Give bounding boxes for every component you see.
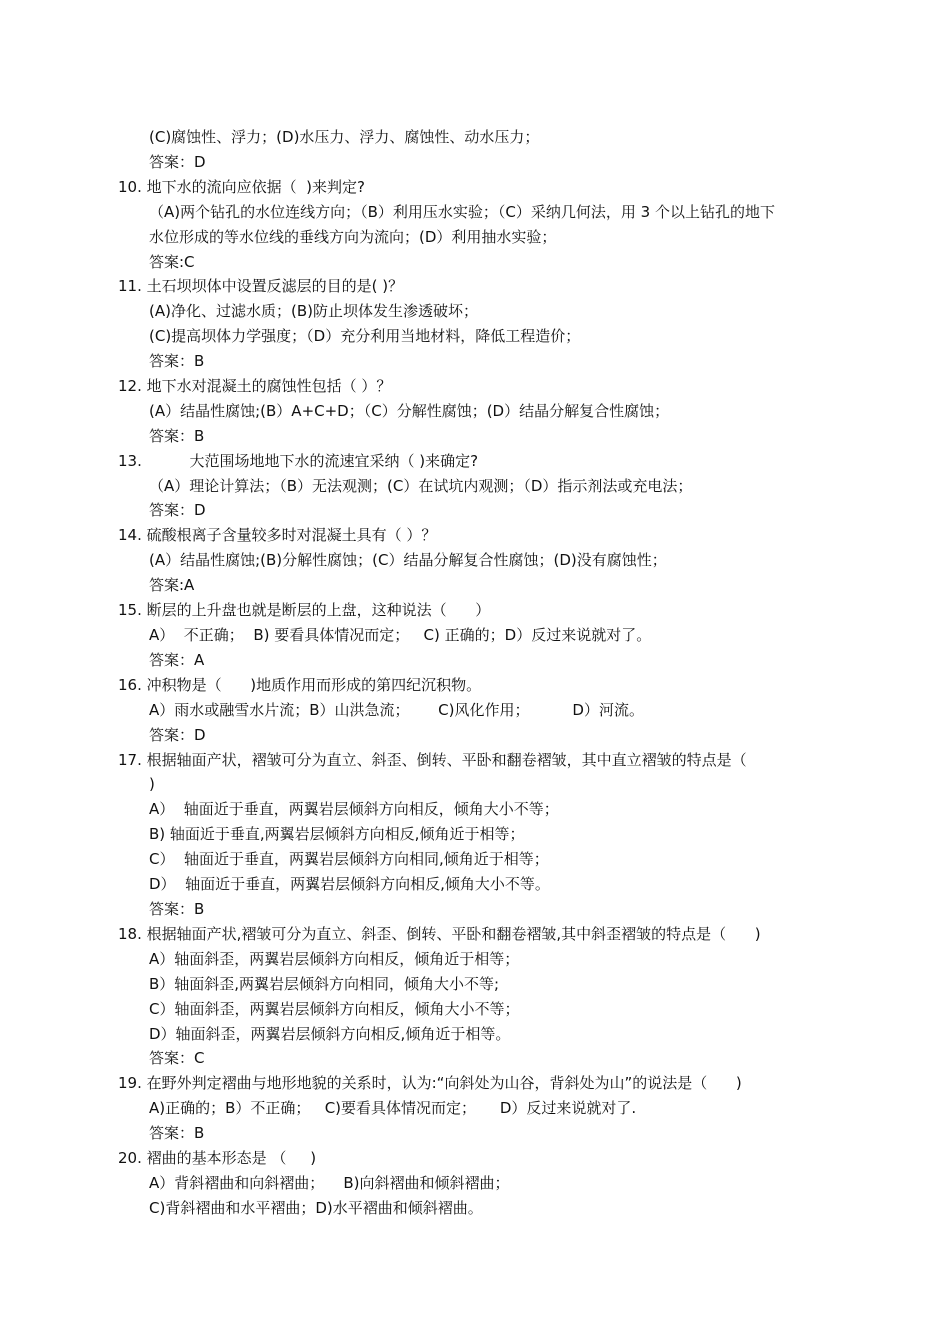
q10-options-line-2: 水位形成的等水位线的垂线方向为流向；(D）利用抽水实验； — [149, 228, 557, 246]
q19-stem: 19. 在野外判定褶曲与地形地貌的关系时，认为:“向斜处为山谷，背斜处为山”的说法是（ ) — [118, 1074, 742, 1092]
q12-stem: 12. 地下水对混凝土的腐蚀性包括（ ）？ — [118, 377, 392, 395]
q12-options-line-1: (A）结晶性腐蚀;(B）A+C+D；（C）分解性腐蚀；(D）结晶分解复合性腐蚀； — [149, 402, 670, 420]
q9-options-line-2: (C)腐蚀性、浮力；(D)水压力、浮力、腐蚀性、动水压力； — [149, 128, 540, 146]
q18-option-c: C）轴面斜歪，两翼岩层倾斜方向相反，倾角大小不等； — [149, 1000, 520, 1018]
q17-option-b: B) 轴面近于垂直,两翼岩层倾斜方向相反,倾角近于相等； — [149, 825, 525, 843]
q13-answer: 答案：D — [149, 501, 206, 519]
q17-option-d: D） 轴面近于垂直，两翼岩层倾斜方向相反,倾角大小不等。 — [149, 875, 550, 893]
q17-stem-continuation: ) — [149, 775, 155, 793]
q14-options-line-1: (A）结晶性腐蚀;(B)分解性腐蚀；(C）结晶分解复合性腐蚀；(D)没有腐蚀性； — [149, 551, 667, 569]
q15-answer: 答案：A — [149, 651, 205, 669]
q20-options-line-1: A）背斜褶曲和向斜褶曲； B)向斜褶曲和倾斜褶曲； — [149, 1174, 510, 1192]
q13-options-line-1: （A）理论计算法；（B）无法观测；(C）在试坑内观测；（D）指示剂法或充电法； — [149, 477, 693, 495]
q19-options-line-1: A)正确的；B）不正确； C)要看具体情况而定； D）反过来说就对了. — [149, 1099, 637, 1117]
q18-option-b: B）轴面斜歪,两翼岩层倾斜方向相同，倾角大小不等; — [149, 975, 500, 993]
q16-stem: 16. 冲积物是（ )地质作用而形成的第四纪沉积物。 — [118, 676, 482, 694]
q18-stem: 18. 根据轴面产状,褶皱可分为直立、斜歪、倒转、平卧和翻卷褶皱,其中斜歪褶皱的特点是（ ) — [118, 925, 761, 943]
q17-answer: 答案：B — [149, 900, 205, 918]
q17-stem: 17. 根据轴面产状，褶皱可分为直立、斜歪、倒转、平卧和翻卷褶皱，其中直立褶皱的特点是（ — [118, 751, 747, 769]
q20-stem: 20. 褶曲的基本形态是 （ ) — [118, 1149, 317, 1167]
q14-answer: 答案:A — [149, 576, 195, 594]
q11-stem: 11. 土石坝坝体中设置反滤层的目的是( )？ — [118, 277, 404, 295]
q11-options-line-1: (A)净化、过滤水质；(B)防止坝体发生渗透破坏； — [149, 302, 478, 320]
q18-answer: 答案：C — [149, 1049, 205, 1067]
q19-answer: 答案：B — [149, 1124, 205, 1142]
q10-options-line-1: （A)两个钻孔的水位连线方向；（B）利用压水实验；（C）采纳几何法，用 3 个以上钻孔的地下 — [149, 203, 775, 221]
q18-option-a: A）轴面斜歪，两翼岩层倾斜方向相反，倾角近于相等； — [149, 950, 520, 968]
q16-answer: 答案：D — [149, 726, 206, 744]
q17-option-c: C） 轴面近于垂直，两翼岩层倾斜方向相同,倾角近于相等； — [149, 850, 549, 868]
q18-option-d: D）轴面斜歪，两翼岩层倾斜方向相反,倾角近于相等。 — [149, 1025, 511, 1043]
q12-answer: 答案：B — [149, 427, 205, 445]
q9-answer: 答案：D — [149, 153, 206, 171]
q10-stem: 10. 地下水的流向应依据（ )来判定? — [118, 178, 365, 196]
q11-options-line-2: (C)提高坝体力学强度；（D）充分利用当地材料，降低工程造价； — [149, 327, 581, 345]
q16-options-line-1: A）雨水或融雪水片流；B）山洪急流； C)风化作用； D）河流。 — [149, 701, 644, 719]
q15-stem: 15. 断层的上升盘也就是断层的上盘，这种说法（ ） — [118, 601, 491, 619]
q14-stem: 14. 硫酸根离子含量较多时对混凝土具有（ ）？ — [118, 526, 437, 544]
q11-answer: 答案：B — [149, 352, 205, 370]
q20-options-line-2: C)背斜褶曲和水平褶曲；D)水平褶曲和倾斜褶曲。 — [149, 1199, 483, 1217]
q13-stem: 13. 大范围场地地下水的流速宜采纳（ )来确定? — [118, 452, 479, 470]
q17-option-a: A） 轴面近于垂直，两翼岩层倾斜方向相反，倾角大小不等； — [149, 800, 559, 818]
q15-options-line-1: A） 不正确； B) 要看具体情况而定； C) 正确的；D）反过来说就对了。 — [149, 626, 652, 644]
q10-answer: 答案:C — [149, 253, 195, 271]
